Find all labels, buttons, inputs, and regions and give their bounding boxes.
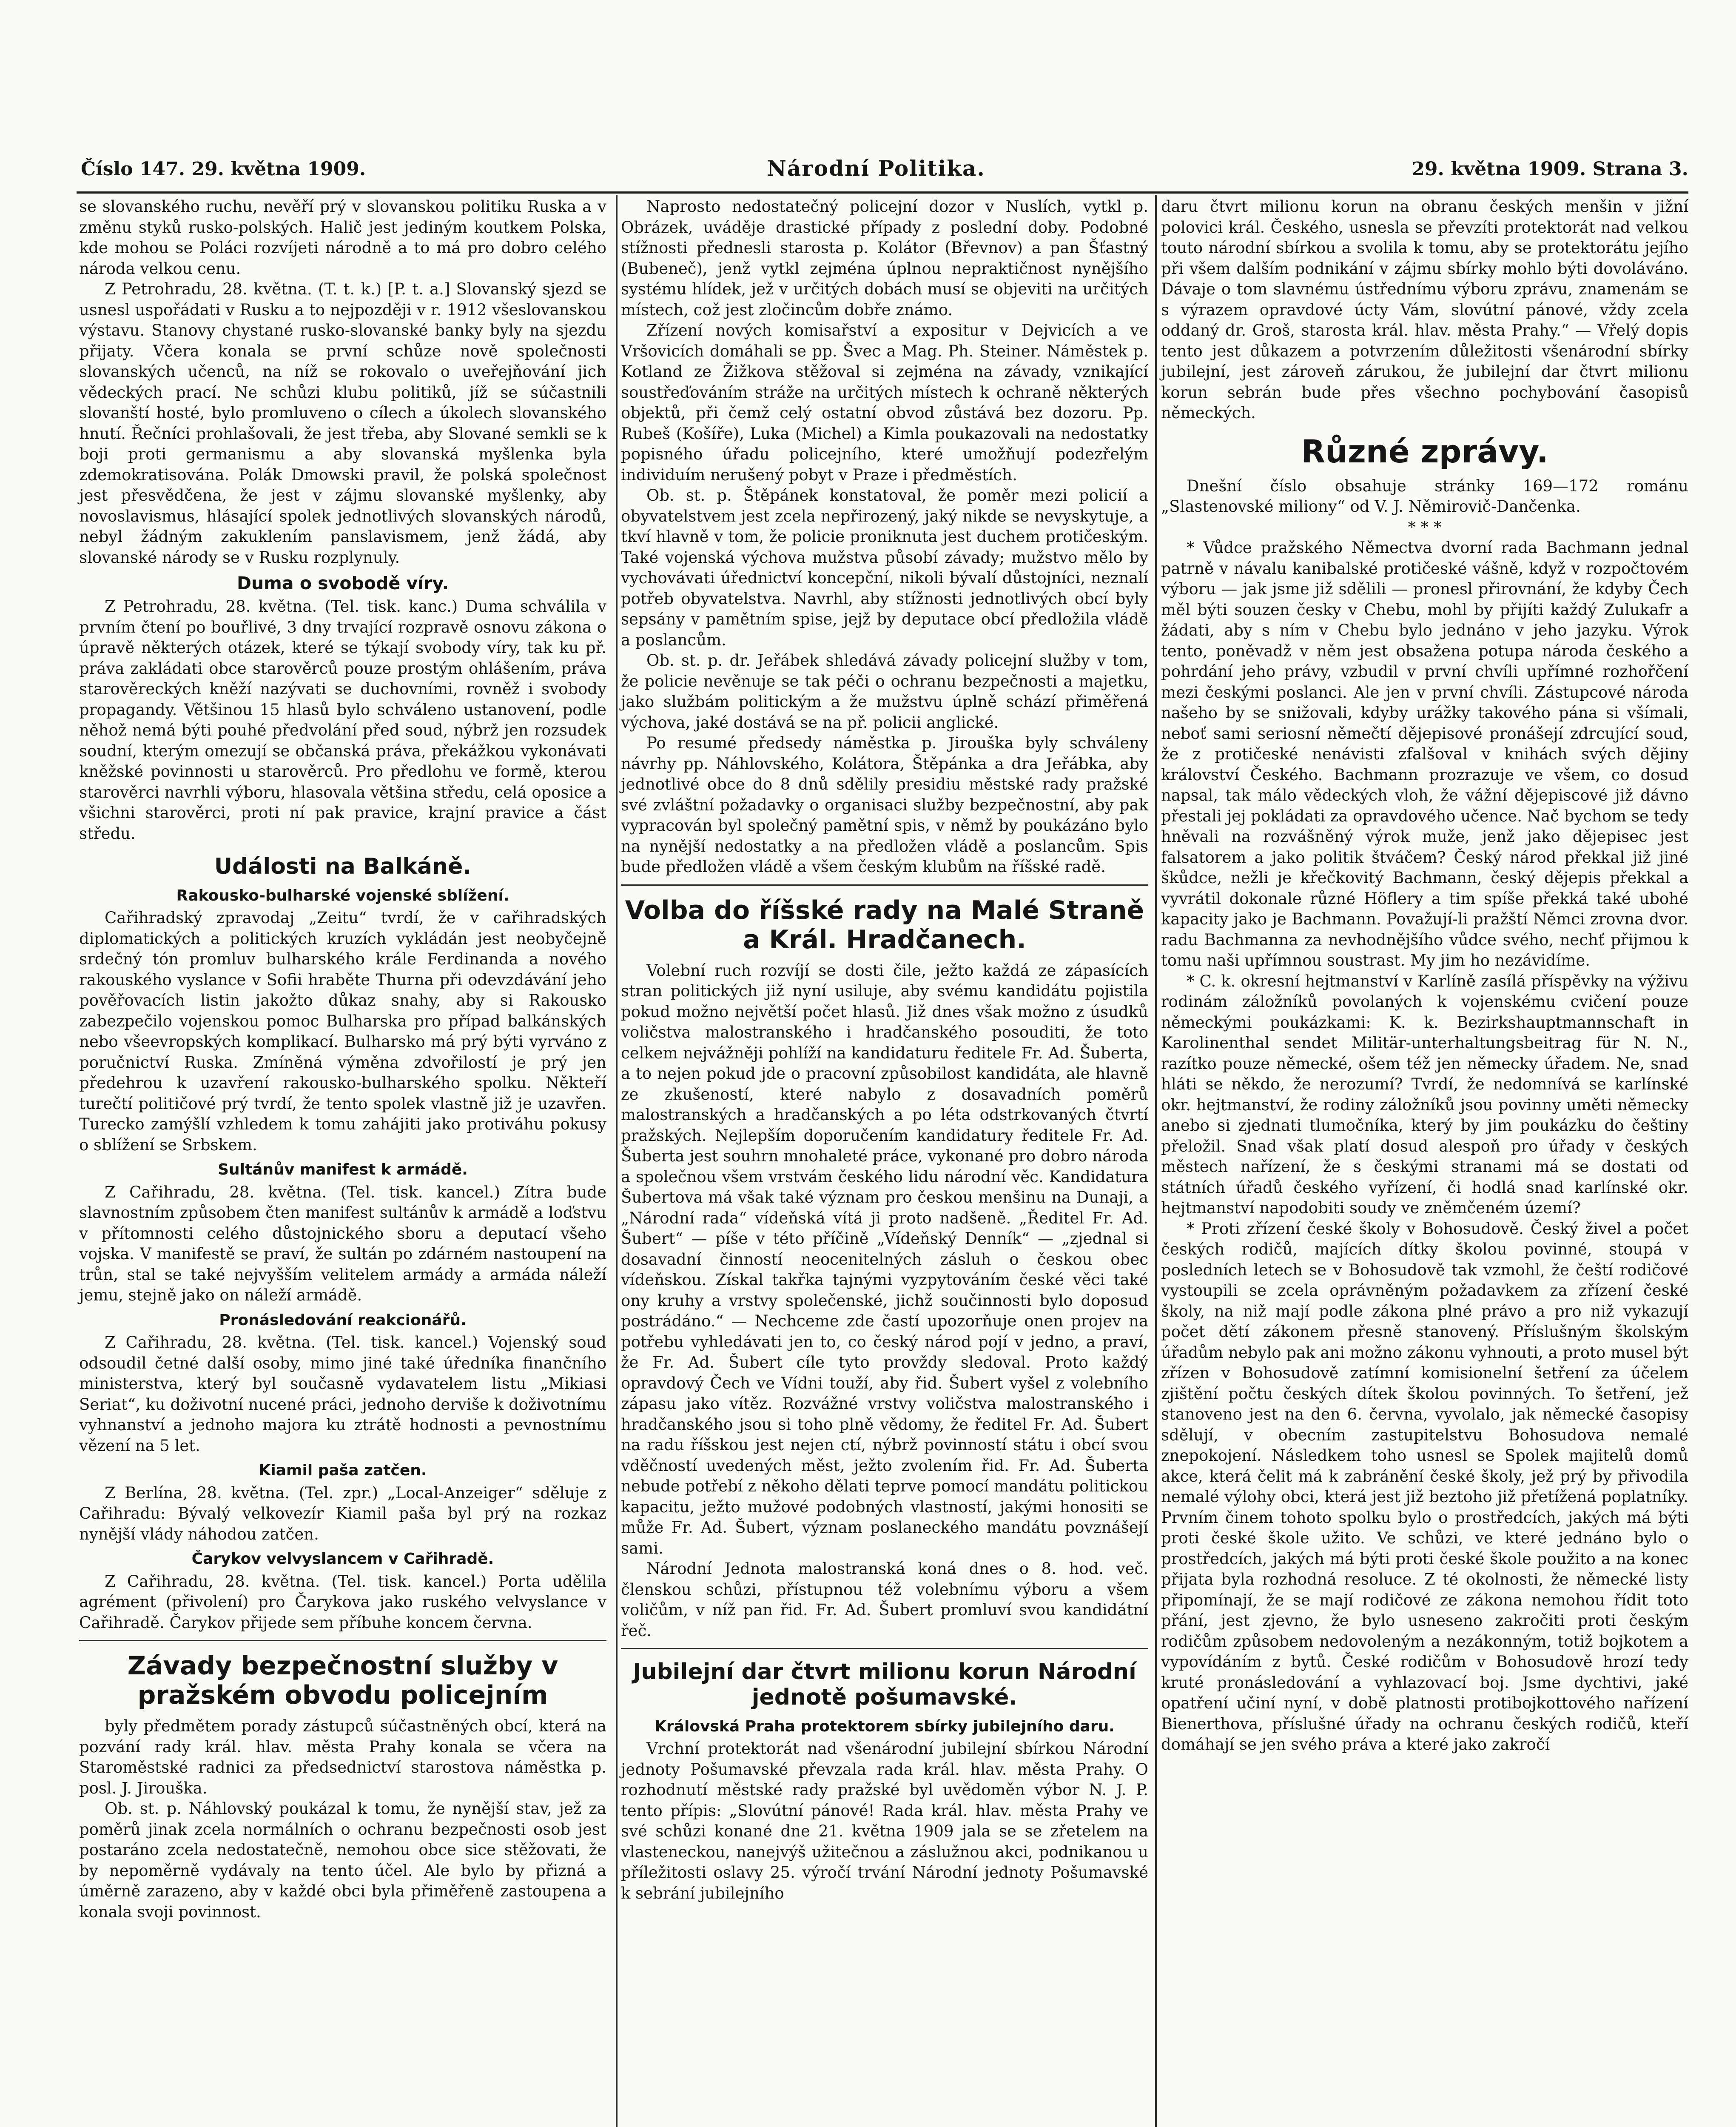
- sultan-report: Z Cařihradu, 28. května. (Tel. tisk. kancel.) Zítra bude slavnostním způsobem čten manifest sultánův k armádě a loďstvu v přítomnosti celého důstojnického sboru a deputací všeho vojska. V manifestě se praví, že sultán po zdárném nastoupení na trůn, stal se také nejvyšším velitelem armády a armáda náleží jemu, stejně jako on náleží armádě.: [79, 1183, 606, 1305]
- article-continuation: se slovanského ruchu, nevěří prý v slovanskou politiku Ruska a v změnu styků rusko-polských. Halič jest jediným koutkem Polska, kde mohou se Poláci rozvíjeti národně a to má pro dobro celého národa velkou cenu.: [79, 197, 606, 278]
- newspaper-title: Národní Politika.: [767, 156, 985, 181]
- column-2: [621, 197, 1148, 1904]
- headline-duma: Duma o svobodě víry.: [236, 573, 449, 593]
- headline-balkan: Události na Balkáně.: [214, 854, 472, 880]
- asterism: * * *: [1408, 518, 1442, 536]
- petrohrad-report: Z Petrohradu, 28. května. (T. t. k.) [P. t. a.] Slovanský sjezd se usnesl uspořádati v Rusku a to nejpozději v r. 1912 všeslovanskou výstavu. Stanovy chystané rusko-slovanské banky byly na sjezdu přijaty. Včera konala se první schůze nově společnosti slovanských učenců, na níž se rokovalo o uveřejňování jich vědeckých prací. Ne schůzi klubu politiků, jíž se súčastnili slovanští hosté, bylo promluveno o cílech a úkolech slovanského hnutí. Řečníci prohlašovali, že jest třeba, aby Slované semkli se k boji proti germanismu a aby slovanská myšlenka byla zdemokratisována. Polák Dmowski pravil, že polská společnost jest přesvědčena, že jest v zájmu slovanské myšlenky, aby novoslavismus, hlásající spolek jednotlivých slovanských národů, nebyl žádným zakuklením panslavismem, jenž žádá, aby slovanské národy se v Rusku rozplynuly.: [79, 280, 606, 567]
- headline-ruzne-zpravy: Různé zprávy.: [1301, 433, 1548, 470]
- bohosudov-paragraph: * Proti zřízení české školy v Bohosudově. Český živel a počet českých rodičů, majících dítky školou povinné, stoupá v posledních letech se v Bohosudově tak vzmohl, že čeští rodičové vystoupili se zcela oprávněným požadavkem za zřízení české školy, na niž mají podle zákona plné právo a pro niž vykazují počet dětí zákonem přesně stanovený. Příslušným školským úřadům nebylo pak ani možno zákonu vyhnouti, a proto musel být zřízen v Bohosudově zatímní komisionelní šetření za účelem zjištění počtu českých dítek školou povinných. To šetření, jež stanoveno jest na den 6. června, vyvolalo, jak německé časopisy sdělují, v obecním zastupitelstvu Bohosudova nemalé znepokojení. Následkem toho usnesl se Spolek majitelů domů akce, která čelit má k zabránění české školy, jež prý by přivodila nemalé výlohy obci, která jest již beztoho již přetížená poplatníky. Prvním činem tohoto spolku bylo o prostředcích, jakých má býti proti české škole užito. Ve schůzi, ve které jednáno bylo o prostředcích, jakých má býti proti české škole použito a na konec přijata byla rozhodná resoluce. Z té okolnosti, že německé listy připomínají, že se mají rodičové ze zákona nemohou řídit toto přání, jest zjevno, že bylo usneseno zakročiti proti českým rodičům způsobem nedovoleným a nezákonným, totiž bojkotem a vypovídáním z bytů. České rodičům v Bohosudově hrozí tedy kruté pronásledování a vyhlazovací boj. Jsme dychtivi, jaké opatření učiní nyní, v době platnosti protibojkottového nařízení Bienerthova, příslušné úřady na ochranu českých rodičů, kteří domáhají se jen svého práva a které jako zakročí: [1161, 1219, 1688, 1754]
- jubilejni-paragraph: Vrchní protektorát nad všenárodní jubilejní sbírkou Národní jednoty Pošumavské převzala rada král. hlav. města Prahy. O rozhodnutí městské rady pražské byl uvědoměn výbor N. J. P. tento přípis: „Slovútní pánové! Rada král. hlav. města Prahy ve své schůzi konané dne 21. května 1909 jala se se zřetelem na vlasteneckou, nanejvýš užitečnou a záslužnou akci, podnikanou u příležitosti oslavy 25. výročí trvání Národní jednoty Pošumavské k sebrání jubilejního: [621, 1739, 1148, 1902]
- stepanek-paragraph: Ob. st. p. Štěpánek konstatoval, že poměr mezi policií a obyvatelstvem jest zcela nepřirozený, jaký nikde se nevyskytuje, a tkví hlavně v tom, že policie proniknuta jest duchem protičeským. Také vojenská výchova mužstva působí závady; mužstvo mělo by vychovávati úřednictví koncepční, nikoli bývalí důstojníci, neznalí potřeb obyvatelstva. Navrhl, aby stížnosti jednotlivých obcí byly sepsány v pamětním spise, jejž by deputace obcí předložila vládě a poslancům.: [621, 486, 1148, 649]
- pronasledovani-report: Z Cařihradu, 28. května. (Tel. tisk. kancel.) Vojenský soud odsoudil četné další osoby, mimo jiné také úředníka finančního ministerstva, který byl současně vydavatelem listu „Mikiasi Seriat“, ku doživotní nucené práci, jednoho derviše k doživotnímu vyhnanství a jednoho majora ku ztrátě hodnosti a pevnostnímu vězení na 5 let.: [79, 1333, 606, 1455]
- headline-jubilejni: Jubilejní dar čtvrt milionu korun Národní jednotě pošumavské.: [633, 1659, 1136, 1710]
- vudce-paragraph: * Vůdce pražského Němectva dvorní rada Bachmann jednal patrně v návalu kanibalské protičeské vášně, když v rozpočtovém výboru — jak jsme již sdělili — pronesl přirovnání, že kdyby Čech měl býti souzen česky v Chebu, mohl by přijíti každý Zulukafr a žádati, aby s ním v Chebu bylo jednáno v jeho jazyku. Výrok tento, poněvadž v něm jest obsažena potupa národa českého a pohrdání jeho právy, vzbudil v první chvíli upřímné rozhořčení mezi českými poslanci. Ale jen v první chvíli. Zástupcové národa našeho by se snižovali, kdyby urážky takového pána si všímali, neboť sami seriosní němečtí dějepisové pronášejí zdrcující soud, že z protičeské nenávisti zfalšoval v knihách svých dějiny království Českého. Bachmann prozrazuje ve všem, co dosud napsal, tak málo vědeckých vloh, že vážní dějepiscové již dávno přestali jej pokládati za opravdového učence. Nač bychom se tedy hněvali na rozvášněný výrok muže, jenž jako dějepisec jest falsatorem a jako politik štváčem? Český národ překkal již jiné škůdce, nežli je křečkovitý Bachmann, český dějepis překkal a vyvrátil dokonale různé Höflery a tim spíše překká také ubohé kapacity jako je Bachmann. Považují-li pražští Němci zrovna dvor. radu Bachmanna za nevhodnějšího vůdce svého, nechť přijmou k tomu naši upřímnou soustrast. My jim ho nezávidíme.: [1161, 539, 1688, 970]
- subheadline-rakousko: Rakousko-bulharské vojenské sblížení.: [176, 887, 509, 904]
- zavady-paragraph-2: Ob. st. p. Náhlovský poukázal k tomu, že nynější stav, jež za poměrů jinak zcela normálních o ochranu bezpečnosti osob jest postaráno zcela nedostatečně, nemohou obce sice stěžovati, že by nepoměrně vydávaly na tento účel. Ale bylo by přizná a úměrně zarazeno, aby v každé obci byla přiměřeně zastoupena a konala svoji povinnost.: [79, 1799, 606, 1921]
- daru-paragraph: daru čtvrt milionu korun na obranu českých menšin v jižní polovici král. Českého, usnesla se převzíti protektorát nad velkou touto národní sbírkou a svolila k tomu, aby se protektorátu jejího při všem dalším podnikání v zájmu sbírky mohlo býti dovoláváno. Dávaje o tom slavnému ústřednímu výboru zprávu, znamenám se s výrazem opravdové úcty Vám, slovútní pánové, vždy zcela oddaný dr. Groš, starosta král. hlav. města Prahy.“ — Vřelý dopis tento jest důkazem a potvrzením důležitosti všenárodní sbírky jubilejní, jest zároveň zárukou, že jubilejní dar čtvrt milionu korun sebrán bude přes všechno pochybování časopisů německých.: [1161, 197, 1688, 422]
- section-rule: [79, 1640, 606, 1641]
- subheadline-sultan: Sultánův manifest k armádě.: [218, 1161, 468, 1179]
- volba-paragraph-2: Národní Jednota malostranská koná dnes o 8. hod. več. členskou schůzi, přístupnou též volebnímu výboru a všem voličům, v níž pan řid. Fr. Ad. Šubert promluví svou kandidátní řeč.: [621, 1560, 1148, 1640]
- nusle-paragraph: Naprosto nedostatečný policejní dozor v Nuslích, vytkl p. Obrázek, uváděje drastické případy z poslední doby. Podobné stížnosti přednesli starosta p. Kolátor (Břevnov) a pan Šťastný (Bubeneč), jenž vytkl zejména úplnou nepraktičnost nynějšího systému hlídek, jež v určitých dobách musí se objeviti na určitých místech, což jest zločincům dobře známo.: [621, 197, 1148, 319]
- column-3: [1161, 197, 1688, 1755]
- jerabek-paragraph: Ob. st. p. dr. Jeřábek shledává závady policejní služby v tom, že policie nevěnuje se tak péči o ochranu bezpečnosti a majetku, jako službám politickým a že mužstvu úplně schází přiměřená výchova, jaké dostává se na př. policii anglické.: [621, 651, 1148, 732]
- kiamil-report: Z Berlína, 28. května. (Tel. zpr.) „Local-Anzeiger“ sděluje z Cařihradu: Bývalý velkovezír Kiamil paša byl prý na rozkaz nynější vlády náhodou zatčen.: [79, 1483, 606, 1543]
- duma-report: Z Petrohradu, 28. května. (Tel. tisk. kanc.) Duma schválila v prvním čtení po bouřlivé, 3 dny trvající rozpravě osnovu zákona o úpravě některých otázek, které se týkají svobody víry, tak ku př. práva zakládati obce starověrců pouze prostým ohlášením, práva starověreckých kněží nazývati se duchovními, rovněž i svobody propagandy. Většinou 15 hlasů bylo schváleno ustanovení, podle něhož nemá býti pouhé předvolání před soud, nýbrž jen rozsudek soudní, kterým omezují se občanská práva, překážkou vykonávati kněžské povinnosti u starověrců. Pro předlohu ve formě, kterou starověrci navrhli výboru, hlasovala většina středu, celá oposice a všichni starověrci, proti ní pak pravice, krajní pravice a část středu.: [79, 597, 606, 843]
- date-page-number: 29. května 1909. Strana 3.: [1412, 158, 1688, 180]
- masthead: [81, 158, 1688, 188]
- komisarstvi-paragraph: Zřízení nových komisařství a expositur v Dejvicích a ve Vršovicích domáhali se pp. Švec a Mag. Ph. Steiner. Náměstek p. Kotland ze Žižkova stěžoval si zejména na závady, vznikající soustřeďováním stráže na určitých místech k ochraně některých objektů, při čemž celý ostatní obvod zůstává bez dozoru. Pp. Rubeš (Košíře), Luka (Michel) a Kimla poukazovali na nedostatky popisného úřadu policejního, které umožňují podezřelým individuím nerušený pobyt v Praze i předměstích.: [621, 321, 1148, 484]
- column-divider-2: [1155, 195, 1157, 2127]
- dnesni-cislo-paragraph: Dnešní číslo obsahuje stránky 169—172 románu „Slastenovské miliony“ od V. J. Němirovič-Dančenka.: [1161, 476, 1688, 516]
- subheadline-kiamil: Kiamil paša zatčen.: [259, 1462, 427, 1480]
- headline-zavady: Závady bezpečnostní služby v pražském obvodu policejním: [127, 1651, 558, 1711]
- section-rule: [621, 884, 1148, 886]
- jirouska-paragraph: Po resumé předsedy náměstka p. Jirouška byly schváleny návrhy pp. Náhlovského, Kolátora, Štěpánka a dra Jeřábka, aby jednotlivé obce do 8 dnů sdělily presidiu městské rady pražské své zvláštní požadavky o organisaci služby bezpečnostní, aby pak vypracován byl společný pamětní spis, v němž by poukázáno bylo na nynější nedostatky a na předložen vládě a poslancům. Spis bude předložen vládě a všem českým klubům na říšské radě.: [621, 734, 1148, 876]
- subheadline-pronasledovani: Pronásledování reakcionářů.: [219, 1311, 467, 1329]
- issue-number-date: Číslo 147. 29. května 1909.: [81, 158, 366, 180]
- rakousko-report: Cařihradský zpravodaj „Zeitu“ tvrdí, že v cařihradských diplomatických a politických kruzích vykládán jest neobyčejně srdečný tón promluv bulharského krále Ferdinanda a nového rakouského vyslance v Sofii hraběte Thurna při odevzdávání jeho pověřovacích listin jakožto důkaz snahy, aby si Rakousko zabezpečilo vojenskou pomoc Bulharska pro případ balkánských nebo všeevropských komplikací. Bulharsko má prý býti vyrváno z poručnictví Ruska. Zmíněná výměna zdvořilostí je prý jen předehrou k uzavření rakousko-bulharského spolku. Někteří turečtí političové prý tvrdí, že tento spolek vlastně již je uzavřen. Turecko zamýšlí vzhledem k tomu zahájiti jako protiváhu pokusy o sblížení se Srbskem.: [79, 909, 606, 1154]
- header-rule: [77, 191, 1688, 194]
- column-divider-1: [616, 195, 618, 2127]
- volba-paragraph-1: Volební ruch rozvíjí se dosti čile, ježto každá ze zápasících stran politických již nyní usiluje, aby svému kandidátu pojistila pokud možno největší počet hlasů. Již dnes však možno z úsudků voličstva malostranského i hradčanského posouditi, že toto celkem nejvážněji pohlíží na kandidaturu ředitele Fr. Ad. Šuberta, a to nejen pokud jde o pracovní způsobilost kandidáta, ale hlavně ze zkušeností, které nabylo z dosavadních poměrů malostranských a hradčanských a po léta odstrkovaných čtvrtí pražských. Nejlepším doporučením kandidatury ředitele Fr. Ad. Šuberta jest souhrn mnohaleté práce, vykonané pro dobro národa a společnou všem vrstvám českého lidu národní věc. Kandidatura Šubertova má však také význam pro českou menšinu na Dunaji, a „Národní rada“ vídeňská vítá ji proto nadšeně. „Ředitel Fr. Ad. Šubert“ — píše v této příčině „Vídeňský Denník“ — „zjednal si dosavadní činností neocenitelných zásluh o českou obec vídeňskou. Získal takřka tajnými vyzpytováním české věci také ony kruhy a vrstvy společenské, jichž součinnosti bylo doposud postrádáno.“ — Nechceme zde častí upozorňuje onen projev na potřebu vyhledávati jen to, co český národ pojí v jedno, a praví, že Fr. Ad. Šubert cíle tyto provždy sledoval. Proto každý opravdový Čech ve Vídni touží, aby řid. Šubert vyšel z volebního zápasu jako vítěz. Rozvážné vrstvy voličstva malostranského i hradčanského jsou si toho plně vědomy, že ředitel Fr. Ad. Šubert na radu říšskou jest nejen ctí, nýbrž povinností státu i obcí svou vděčností uvedených měst, ježto zvolením řid. Fr. Ad. Šuberta nebude potřebí z někoho dělati teprve pomocí mandátu politickou kapacitu, ježto mužové podobných vlastností, jakými honositi se může Fr. Ad. Šubert, význam poslaneckého mandátu povznášejí sami.: [621, 961, 1148, 1557]
- carykov-report: Z Cařihradu, 28. května. (Tel. tisk. kancel.) Porta udělila agrément (přivolení) pro Čarykova jako ruského velvyslance v Cařihradě. Čarykov přijede sem příbuhe koncem června.: [79, 1572, 606, 1632]
- section-rule: [621, 1648, 1148, 1649]
- headline-volba: Volba do říšské rady na Malé Straně a Král. Hradčanech.: [625, 895, 1144, 955]
- okresni-paragraph: * C. k. okresní hejtmanství v Karlíně zasílá příspěvky na výživu rodinám záložníků povolaných k vojenskému cvičení pouze německými poukázkami: K. k. Bezirkshauptmannschaft in Karolinenthal sendet Militär-unterhaltungsbeitrag für N. N., razítko pouze německé, ošem též jen německy úřadem. Ne, snad hláti se někdo, že nerozumí? Tvrdí, že nedomnívá se karlínské okr. hejtmanství, že rodiny záložníků jsou povinny uměti německy anebo si zjednati tlumočníka, který by jim poukázku do češtiny přeložil. Snad však platí dosud alespoň pro úřady v českých městech nařízení, že s českými stranami má se dostati od státních úřadů českého vyřízení, či hodlá snad karlínské okr. hejtmanství napodobiti soudy ve zněmčeném území?: [1161, 972, 1688, 1217]
- subheadline-carykov: Čarykov velvyslancem v Cařihradě.: [191, 1550, 494, 1568]
- subheadline-kralovska: Královská Praha protektorem sbírky jubilejního daru.: [655, 1717, 1115, 1735]
- zavady-paragraph-1: byly předmětem porady zástupců súčastněných obcí, která na pozvání rady král. hlav. města Prahy konala se včera na Staroměstské radnici za předsednictví starostova náměstka p. posl. J. Jirouška.: [79, 1717, 606, 1797]
- column-1: [79, 197, 606, 1922]
